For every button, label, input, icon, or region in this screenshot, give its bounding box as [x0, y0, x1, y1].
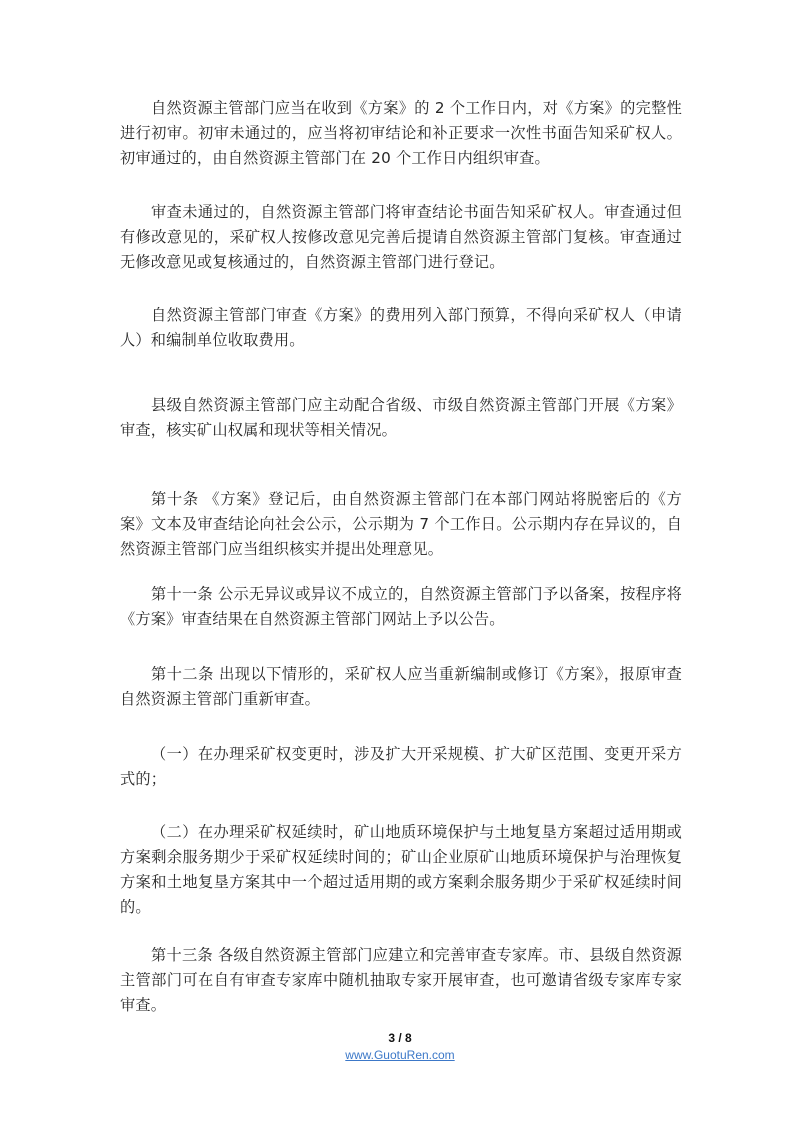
paragraph-county-cooperation: 县级自然资源主管部门应主动配合省级、市级自然资源主管部门开展《方案》审查，核实矿山权属和现状等相关情况。: [120, 396, 682, 439]
paragraph-article-12: 第十二条 出现以下情形的，采矿权人应当重新编制或修订《方案》，报原审查自然资源主管部门重新审查。: [120, 665, 682, 708]
page-indicator: 3 / 8: [388, 1031, 412, 1045]
paragraph-item-2: （二）在办理采矿权延续时，矿山地质环境保护与土地复垦方案超过适用期或方案剩余服务期少于采矿权延续时间的；矿山企业原矿山地质环境保护与治理恢复方案和土地复垦方案其中一个超过适用期的或方案剩余服务期少于采矿权延续时间的。: [120, 823, 682, 916]
site-link[interactable]: www.GuotuRen.com: [345, 1048, 455, 1062]
paragraph-review-result: 审查未通过的，自然资源主管部门将审查结论书面告知采矿权人。审查通过但有修改意见的，采矿权人按修改意见完善后提请自然资源主管部门复核。审查通过无修改意见或复核通过的，自然资源主管部门进行登记。: [120, 203, 682, 271]
paragraph-article-13: 第十三条 各级自然资源主管部门应建立和完善审查专家库。市、县级自然资源主管部门可在自有审查专家库中随机抽取专家开展审查，也可邀请省级专家库专家审查。: [120, 946, 682, 1014]
paragraph-item-1: （一）在办理采矿权变更时，涉及扩大开采规模、扩大矿区范围、变更开采方式的；: [120, 745, 682, 788]
paragraph-review-fees: 自然资源主管部门审查《方案》的费用列入部门预算，不得向采矿权人（申请人）和编制单位收取费用。: [120, 306, 682, 349]
paragraph-article-10: 第十条 《方案》登记后，由自然资源主管部门在本部门网站将脱密后的《方案》文本及审查结论向社会公示，公示期为 7 个工作日。公示期内存在异议的，自然资源主管部门应当组织核实并提出处理意见。: [120, 490, 682, 558]
paragraph-initial-review: 自然资源主管部门应当在收到《方案》的 2 个工作日内，对《方案》的完整性进行初审。初审未通过的，应当将初审结论和补正要求一次性书面告知采矿权人。初审通过的，由自然资源主管部门在 20 个工作日内组织审查。: [120, 99, 682, 167]
footer-link-container: [0, 1048, 800, 1062]
paragraph-article-11: 第十一条 公示无异议或异议不成立的，自然资源主管部门予以备案，按程序将《方案》审查结果在自然资源主管部门网站上予以公告。: [120, 585, 682, 628]
